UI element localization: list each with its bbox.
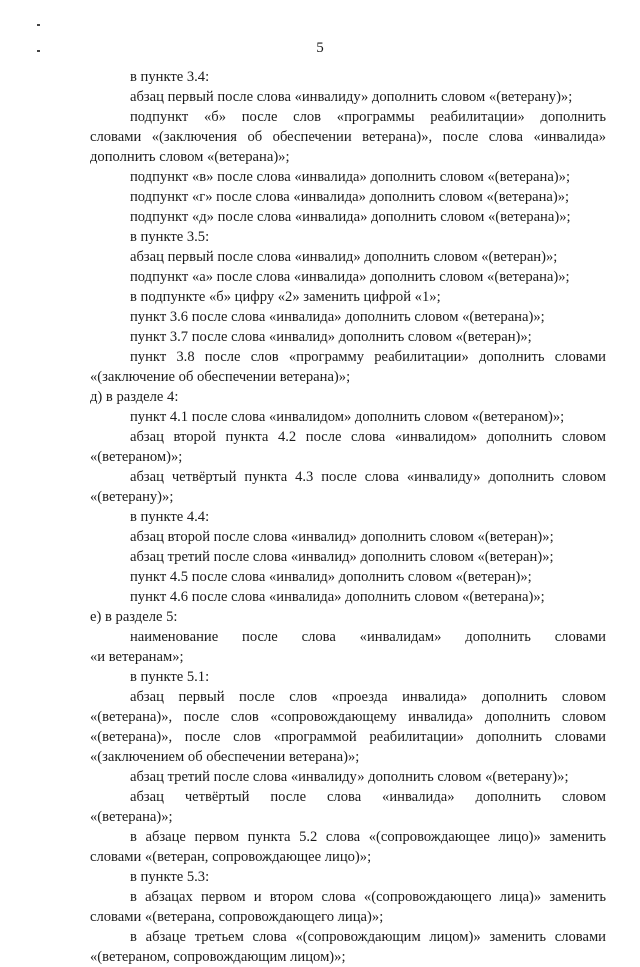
text-line: абзац второй после слова «инвалид» дополнить словом «(ветеран)»; [130, 529, 554, 545]
text-line: в пункте 5.3: [130, 869, 210, 885]
text-line: подпункт «д» после слова «инвалида» дополнить словом «(ветерана)»; [130, 209, 571, 225]
text-line: пункт 4.5 после слова «инвалид» дополнить словом «(ветеран)»; [130, 569, 532, 585]
text-line: «(ветераном)»; [90, 449, 183, 465]
text-line: в пункте 4.4: [130, 509, 210, 525]
text-line: подпункт «в» после слова «инвалида» дополнить словом «(ветерана)»; [130, 169, 571, 185]
document-body [90, 67, 606, 967]
text-line: «(заключение об обеспечении ветерана)»; [90, 369, 351, 385]
text-line: е) в разделе 5: [90, 609, 178, 625]
text-line: «(ветераном, сопровождающим лицом)»; [90, 949, 346, 965]
text-line: пункт 3.7 после слова «инвалид» дополнить словом «(ветеран)»; [130, 329, 532, 345]
text-line: в пункте 3.4: [130, 69, 210, 85]
text-line: пункт 4.1 после слова «инвалидом» дополнить словом «(ветераном)»; [130, 409, 565, 425]
text-line: подпункт «а» после слова «инвалида» дополнить словом «(ветерана)»; [130, 269, 570, 285]
page-number: 5 [316, 40, 324, 56]
text-line: «(ветерана)»; [90, 809, 173, 825]
text-line: «(заключением об обеспечении ветерана)»; [90, 749, 360, 765]
text-line: абзац четвёртый пункта 4.3 после слова «инвалиду» дополнить словом [130, 469, 606, 485]
text-line: «(ветерана)», после слов «программой реабилитации» дополнить словами [90, 729, 606, 745]
text-line: абзац третий после слова «инвалиду» дополнить словом «(ветерану)»; [130, 769, 569, 785]
text-line: в абзаце первом пункта 5.2 слова «(сопровождающее лицо)» заменить [130, 829, 606, 845]
text-line: абзац первый после слова «инвалиду» дополнить словом «(ветерану)»; [130, 89, 573, 105]
text-line: в пункте 3.5: [130, 229, 210, 245]
text-line: «и ветеранам»; [90, 649, 184, 665]
text-line: пункт 4.6 после слова «инвалида» дополнить словом «(ветерана)»; [130, 589, 545, 605]
text-line: пункт 3.8 после слов «программу реабилитации» дополнить словами [130, 349, 606, 365]
text-line: дополнить словом «(ветерана)»; [90, 149, 290, 165]
text-line: в пункте 5.1: [130, 669, 210, 685]
text-line: абзац четвёртый после слова «инвалида» дополнить словом [130, 789, 606, 805]
text-line: абзац второй пункта 4.2 после слова «инвалидом» дополнить словом [130, 429, 606, 445]
text-line: «(ветерана)», после слов «сопровождающему инвалида» дополнить словом [90, 709, 606, 725]
text-line: в абзаце третьем слова «(сопровождающим лицом)» заменить словами [130, 929, 606, 945]
text-line: наименование после слова «инвалидам» дополнить словами [130, 629, 606, 645]
text-line: абзац третий после слова «инвалид» дополнить словом «(ветеран)»; [130, 549, 554, 565]
text-line: абзац первый после слова «инвалид» дополнить словом «(ветеран)»; [130, 249, 558, 265]
text-line: в подпункте «б» цифру «2» заменить цифрой «1»; [130, 289, 441, 305]
text-line: пункт 3.6 после слова «инвалида» дополнить словом «(ветерана)»; [130, 309, 545, 325]
text-line: подпункт «г» после слова «инвалида» дополнить словом «(ветерана)»; [130, 189, 570, 205]
text-line: в абзацах первом и втором слова «(сопровождающего лица)» заменить [130, 889, 606, 905]
scan-mark [37, 24, 40, 26]
text-line: «(ветерану)»; [90, 489, 174, 505]
text-line: абзац первый после слов «проезда инвалида» дополнить словом [130, 689, 606, 705]
text-line: словами «(заключения об обеспечении ветерана)», после слова «инвалида» [90, 129, 606, 145]
text-line: словами «(ветеран, сопровождающее лицо)»; [90, 849, 372, 865]
text-line: д) в разделе 4: [90, 389, 179, 405]
text-line: словами «(ветерана, сопровождающего лица)»; [90, 909, 384, 925]
text-line: подпункт «б» после слов «программы реабилитации» дополнить [130, 109, 606, 125]
